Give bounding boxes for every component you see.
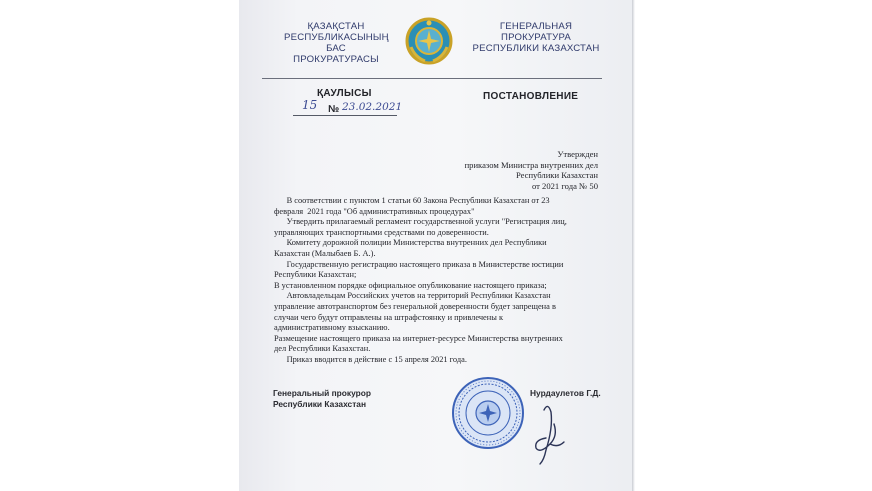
header-left-line: ҚАЗАҚСТАН <box>307 21 365 32</box>
header-right-line: ПРОКУРАТУРА <box>500 32 572 43</box>
number-underline <box>293 115 397 116</box>
kazakhstan-emblem-icon <box>405 17 453 65</box>
header-left-line: РЕСПУБЛИКАСЫНЫҢ <box>284 32 389 43</box>
body-line: управляющих транспортными средствами по доверенности. <box>274 227 489 237</box>
body-line: Казахстан (Малыбаев Б. А.). <box>274 248 376 258</box>
body-line: Государственную регистрацию настоящего приказа в Министерстве юстиции <box>274 259 564 269</box>
body-line: административному взысканию. <box>274 323 390 333</box>
header-left <box>284 21 388 65</box>
approval-line: приказом Министра внутренних дел <box>464 159 598 170</box>
approval-line: от 2021 года № 50 <box>531 180 598 191</box>
handwritten-date: 23.02.2021 <box>342 101 403 113</box>
approval-line: Республики Казахстан <box>515 170 598 181</box>
body-line: случаи чего будут отправлены на штрафстоянку и привлечены к <box>274 312 504 322</box>
round-seal-icon <box>451 376 525 450</box>
body-line: дел Республики Казахстан. <box>274 344 371 354</box>
signatory-position <box>273 388 371 410</box>
title-kazakh: ҚАУЛЫСЫ <box>317 88 372 99</box>
body-line: февраля 2021 года "Об административных процедурах" <box>274 206 475 216</box>
body-line: В установленном порядке официальное опубликование настоящего приказа; <box>274 280 547 290</box>
signatory-position-line: Республики Казахстан <box>273 399 367 409</box>
handwritten-number: 15 <box>302 98 318 112</box>
header-left-line: БАС ПРОКУРАТУРАСЫ <box>293 43 379 65</box>
handwritten-signature-icon <box>524 398 574 468</box>
title-russian: ПОСТАНОВЛЕНИЕ <box>483 91 579 102</box>
body-line: Приказ вводится в действие с 15 апреля 2021 года. <box>274 354 467 364</box>
body-line: Комитету дорожной полиции Министерства внутренних дел Республики <box>274 238 547 248</box>
approval-line: Утвержден <box>557 149 598 159</box>
approval-block <box>430 149 598 191</box>
header-right-line: РЕСПУБЛИКИ КАЗАХСТАН <box>472 43 600 54</box>
header-divider <box>262 78 602 79</box>
body-line: В соответствии с пунктом 1 статьи 60 Закона Республики Казахстан от 23 <box>274 196 550 205</box>
header-right-line: ГЕНЕРАЛЬНАЯ <box>499 21 573 32</box>
body-line: управление автотранспортом без генеральной доверенности будет запрещена в <box>274 301 556 311</box>
page-edge <box>632 0 635 491</box>
body-line: Республики Казахстан; <box>274 270 357 280</box>
number-label: № <box>328 104 340 115</box>
body-line: Размещение настоящего приказа на интернет-ресурсе Министерства внутренних <box>274 333 563 343</box>
signatory-position-line: Генеральный прокурор <box>273 388 372 398</box>
body-text <box>274 196 602 366</box>
header-right <box>471 21 601 54</box>
signatory-name: Нурдаулетов Г.Д. <box>530 388 601 398</box>
body-line: Утвердить прилагаемый регламент государственной услуги "Регистрация лиц, <box>274 217 567 227</box>
body-line: Автовладельцам Российских учетов на территорий Республики Казахстан <box>274 291 551 301</box>
